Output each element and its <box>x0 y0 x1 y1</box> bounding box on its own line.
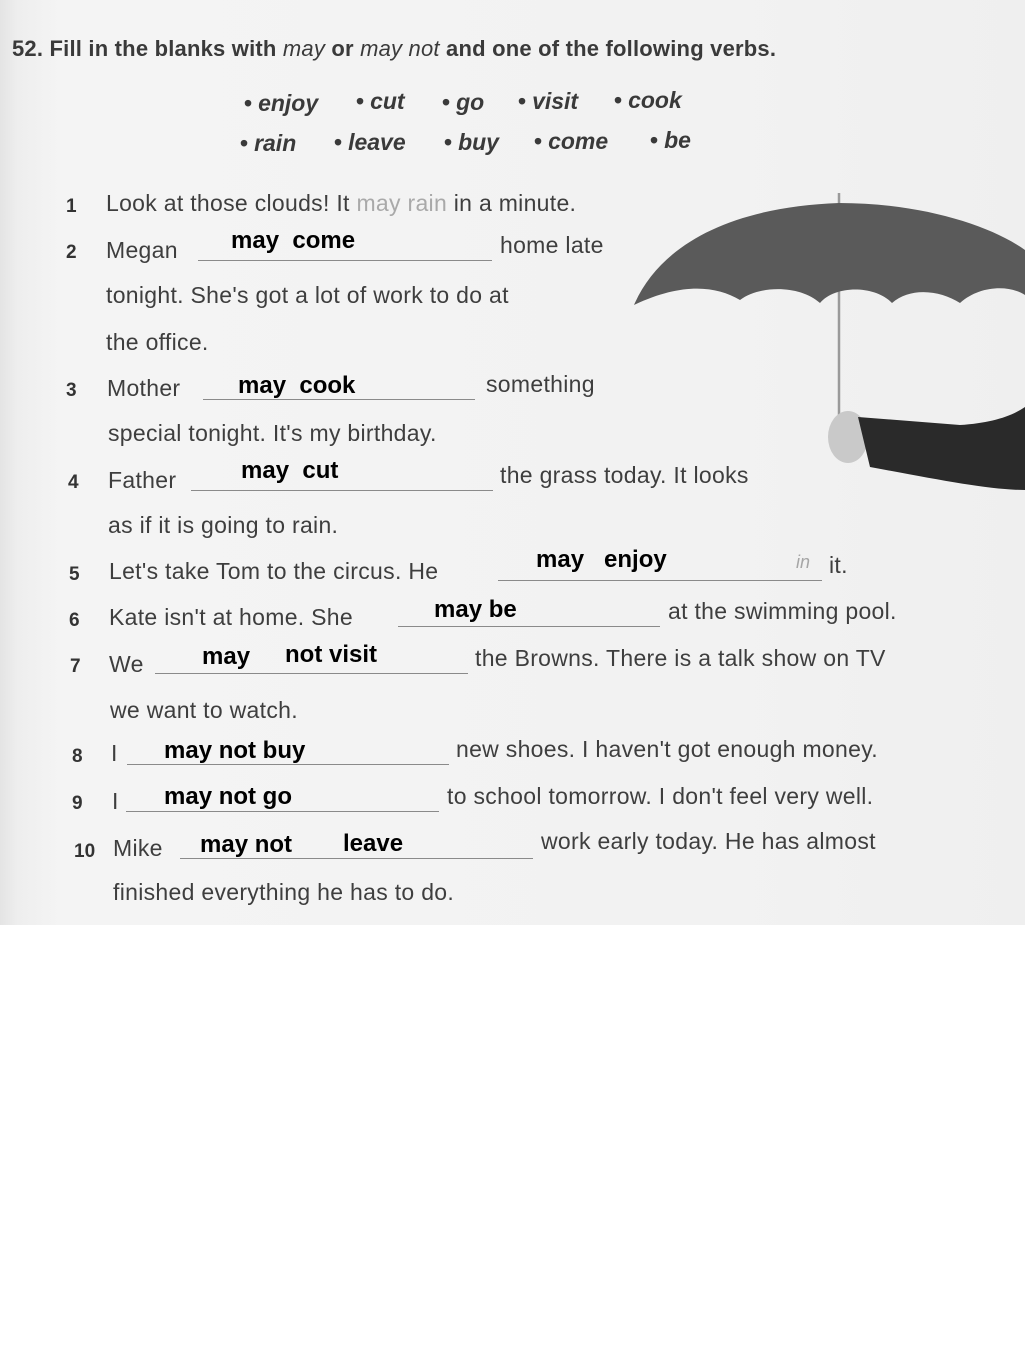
item-10-answer-a: may not <box>200 831 293 858</box>
item-number: 6 <box>69 610 80 631</box>
verb-visit: • visit <box>518 88 578 115</box>
item-3-pre: Mother <box>107 375 181 401</box>
verb-enjoy: • enjoy <box>244 90 318 117</box>
item-2-post: home late <box>500 232 604 258</box>
item-6-blank[interactable] <box>398 626 660 627</box>
item-7-pre: We <box>109 651 144 677</box>
item-10-pre: Mike <box>113 835 163 861</box>
item-4-pre: Father <box>108 467 177 493</box>
exercise-number: 52. <box>12 36 44 61</box>
item-10-answer-b: leave <box>343 830 404 857</box>
item-3-line2: special tonight. It's my birthday. <box>108 420 437 446</box>
item-4-answer: may cut <box>241 457 339 484</box>
item-number: 5 <box>69 564 80 585</box>
title-may-not: may not <box>360 36 440 61</box>
item-9-blank[interactable] <box>126 811 439 812</box>
item-5-scribble: in <box>796 552 811 572</box>
item-7-blank[interactable] <box>155 673 468 674</box>
item-number: 4 <box>68 472 79 493</box>
item-1-pre: Look at those clouds! It <box>106 190 350 216</box>
verb-rain: • rain <box>240 130 296 157</box>
item-8-answer: may not buy <box>164 737 306 764</box>
item-10-post: work early today. He has almost <box>541 828 876 854</box>
item-6-pre: Kate isn't at home. She <box>109 604 353 630</box>
item-6-post: at the swimming pool. <box>668 598 897 624</box>
verb-buy: • buy <box>444 129 499 156</box>
sleeve <box>858 407 1025 490</box>
item-5-answer: may enjoy <box>536 546 667 573</box>
verb-cut: • cut <box>356 88 405 115</box>
item-number: 1 <box>66 196 77 217</box>
item-number: 3 <box>66 380 77 401</box>
item-2-pre: Megan <box>106 237 178 263</box>
item-6-answer: may be <box>434 596 517 623</box>
item-3-answer: may cook <box>238 372 356 399</box>
verb-come: • come <box>534 128 608 155</box>
title-may: may <box>282 36 326 61</box>
item-7-answer-b: not visit <box>285 641 378 668</box>
item-number: 8 <box>72 746 83 767</box>
title-text: Fill in the blanks with <box>49 36 283 61</box>
item-2-line3: the office. <box>106 329 209 355</box>
item-9-answer: may not go <box>164 783 293 810</box>
item-2-line2: tonight. She's got a lot of work to do at <box>106 282 509 308</box>
title-text-end: and one of the following verbs. <box>439 36 777 61</box>
item-4-line2: as if it is going to rain. <box>108 512 339 538</box>
item-2-blank[interactable] <box>198 260 492 261</box>
item-4-post: the grass today. It looks <box>500 462 749 488</box>
item-9-pre: I <box>112 788 119 814</box>
item-number: 7 <box>70 656 81 677</box>
title-or: or <box>325 36 361 61</box>
umbrella-illustration <box>620 185 1025 505</box>
exercise-title <box>12 36 776 62</box>
verb-be: • be <box>650 127 691 154</box>
item-4-blank[interactable] <box>191 490 493 491</box>
item-7-line2: we want to watch. <box>110 697 298 723</box>
item-1-post: in a minute. <box>453 190 577 216</box>
verb-cook: • cook <box>614 87 682 114</box>
umbrella-canopy <box>634 203 1025 305</box>
item-1-example: may rain <box>356 190 448 216</box>
item-2-answer: may come <box>231 227 356 254</box>
item-5-blank[interactable] <box>498 580 822 581</box>
item-5-pre: Let's take Tom to the circus. He <box>109 558 439 584</box>
item-3-post: something <box>486 371 595 397</box>
item-9-post: to school tomorrow. I don't feel very well. <box>447 783 874 809</box>
item-8-post: new shoes. I haven't got enough money. <box>456 736 878 762</box>
item-number: 9 <box>72 793 83 814</box>
item-number: 10 <box>74 841 96 862</box>
item-number: 2 <box>66 242 77 263</box>
item-7-post: the Browns. There is a talk show on TV <box>475 645 886 671</box>
item-5-post: it. <box>829 552 848 578</box>
item-8-pre: I <box>111 740 118 766</box>
verb-leave: • leave <box>334 129 406 156</box>
item-7-answer-a: may <box>202 643 251 670</box>
item-10-line2: finished everything he has to do. <box>113 879 455 905</box>
verb-go: • go <box>442 89 484 116</box>
item-1-text <box>106 190 576 217</box>
